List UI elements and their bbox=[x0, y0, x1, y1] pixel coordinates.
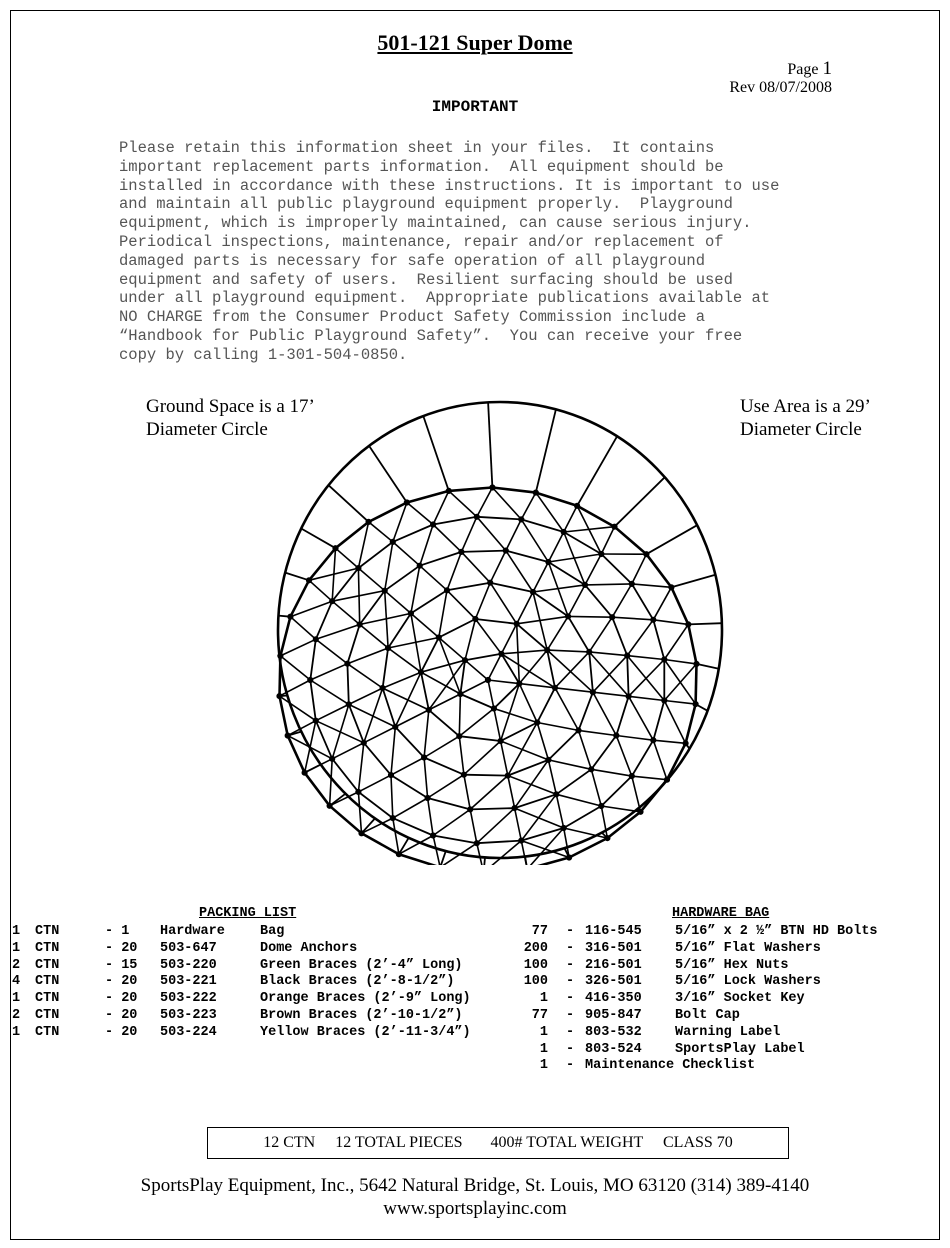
packing-list bbox=[12, 924, 512, 1042]
list-item: 1 CTN - 1 Hardware Bag bbox=[12, 924, 285, 939]
list-item: 100 - 216-501 5/16” Hex Nuts bbox=[523, 957, 789, 973]
list-item: 77 - 116-545 5/16” x 2 ½” BTN HD Bolts bbox=[531, 924, 878, 939]
totals-box: 12 CTN 12 TOTAL PIECES 400# TOTAL WEIGHT CLASS 70 bbox=[207, 1127, 789, 1159]
list-item: 200 - 316-501 5/16” Flat Washers bbox=[523, 940, 821, 956]
page-number: Page 1 bbox=[787, 58, 832, 79]
list-item: 4 CTN - 20 503-221 Black Braces (2’-8-1/2”) bbox=[12, 974, 455, 990]
list-item: 100 - 326-501 5/16” Lock Washers bbox=[523, 974, 821, 990]
list-item: 1 CTN - 20 503-222 Orange Braces (2’-9” Long) bbox=[12, 991, 471, 1007]
important-heading: IMPORTANT bbox=[431, 98, 519, 116]
geodesic-dome-drawing bbox=[260, 395, 740, 865]
list-item: 2 CTN - 15 503-220 Green Braces (2’-4” Long) bbox=[12, 957, 463, 973]
ground-space-note: Ground Space is a 17’ Diameter Circle bbox=[146, 396, 315, 440]
company-address: SportsPlay Equipment, Inc., 5642 Natural Bridge, St. Louis, MO 63120 (314) 389-4140 bbox=[140, 1175, 810, 1196]
packing-list-heading: PACKING LIST bbox=[199, 906, 297, 921]
document-title: 501-121 Super Dome bbox=[377, 30, 573, 55]
revision-date: Rev 08/07/2008 bbox=[729, 79, 832, 96]
use-area-note: Use Area is a 29’ Diameter Circle bbox=[740, 396, 871, 440]
hardware-bag-heading: HARDWARE BAG bbox=[672, 906, 770, 921]
list-item: 1 - 803-524 SportsPlay Label bbox=[539, 1041, 805, 1057]
list-item: 1 CTN - 20 503-224 Yellow Braces (2’-11-3/4”) bbox=[12, 1024, 471, 1040]
list-item: 1 CTN - 20 503-647 Dome Anchors bbox=[12, 940, 358, 956]
list-item: 1 - 803-532 Warning Label bbox=[539, 1024, 781, 1040]
list-item: 2 CTN - 20 503-223 Brown Braces (2’-10-1/2”) bbox=[12, 1007, 463, 1023]
hardware-bag-list bbox=[500, 924, 920, 1075]
maintenance-checklist-item: 1 - Maintenance Checklist bbox=[539, 1058, 756, 1074]
website-url: www.sportsplayinc.com bbox=[383, 1198, 567, 1219]
list-item: 1 - 416-350 3/16” Socket Key bbox=[539, 991, 805, 1007]
list-item: 77 - 905-847 Bolt Cap bbox=[531, 1007, 740, 1023]
intro-paragraph: Please retain this information sheet in your files. It contains important replacement parts information. All equipment should be installed in accordance with these instructions. It is important to use and maintain all public playground equipment properly. Playground equipment, which is improperly maintained, can cause serious injury. Periodical inspections, maintenance, repair and/or replacement of damaged parts is necessary for safe operation of all playground equipment and safety of users. Resilient surfacing should be used under all playground equipment. Appropriate publications available at NO CHARGE from the Consumer Product Safety Commission include a “Handbook for Public Playground Safety”. You can receive your free copy by calling 1-301-504-0850. bbox=[119, 139, 780, 364]
